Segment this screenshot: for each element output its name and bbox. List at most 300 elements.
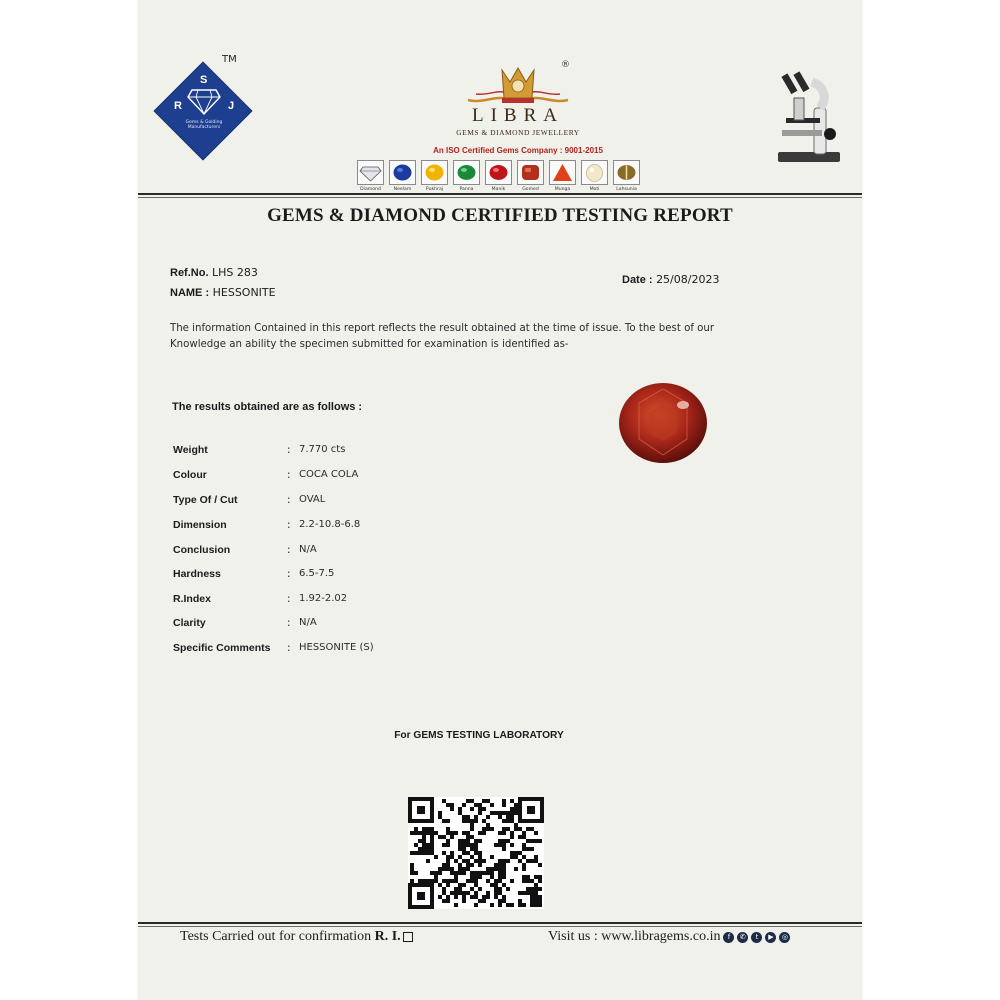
qr-module — [430, 847, 434, 851]
qr-module — [462, 895, 466, 899]
qr-module — [502, 875, 506, 879]
qr-module — [510, 807, 514, 811]
qr-module — [474, 819, 478, 823]
qr-module — [502, 847, 506, 851]
qr-module — [478, 859, 482, 863]
name-value: HESSONITE — [212, 286, 276, 299]
qr-module — [534, 855, 538, 859]
iso-certification: An ISO Certified Gems Company : 9001-2015 — [433, 146, 603, 155]
qr-module — [454, 831, 458, 835]
qr-module — [514, 851, 518, 855]
qr-module — [502, 895, 506, 899]
qr-module — [486, 871, 490, 875]
qr-module — [494, 843, 498, 847]
qr-module — [426, 831, 430, 835]
qr-module — [462, 815, 466, 819]
qr-module — [462, 847, 466, 851]
qr-module — [506, 815, 510, 819]
qr-module — [474, 875, 478, 879]
qr-module — [466, 851, 470, 855]
srj-tagline: Gems & Golding Manufacturers — [185, 120, 223, 130]
qr-module — [418, 831, 422, 835]
result-row-rindex: R.Index : 1.92-2.02 — [173, 593, 348, 605]
qr-module — [490, 867, 494, 871]
qr-module — [446, 831, 450, 835]
qr-module — [466, 891, 470, 895]
qr-module — [494, 883, 498, 887]
footer-divider — [138, 922, 862, 924]
qr-module — [514, 867, 518, 871]
qr-module — [526, 859, 530, 863]
qr-module — [414, 851, 418, 855]
qr-module — [514, 811, 518, 815]
yellow-sapphire-icon — [422, 161, 447, 184]
qr-module — [482, 859, 486, 863]
qr-module — [434, 855, 438, 859]
qr-module — [534, 895, 538, 899]
qr-module — [474, 859, 478, 863]
coral-icon — [550, 161, 575, 184]
qr-module — [490, 827, 494, 831]
qr-module — [522, 879, 526, 883]
qr-module — [498, 859, 502, 863]
qr-module — [526, 891, 530, 895]
qr-module — [466, 879, 470, 883]
qr-module — [490, 883, 494, 887]
qr-module — [486, 879, 490, 883]
name-label: NAME : — [170, 287, 210, 299]
qr-module — [442, 879, 446, 883]
qr-module — [498, 811, 502, 815]
qr-module — [530, 839, 534, 843]
srj-letter-s: S — [200, 74, 208, 86]
qr-module — [534, 839, 538, 843]
qr-module — [478, 899, 482, 903]
qr-module — [470, 843, 474, 847]
qr-module — [410, 879, 414, 883]
qr-module — [482, 819, 486, 823]
qr-module — [462, 839, 466, 843]
qr-module — [494, 811, 498, 815]
qr-module — [498, 903, 502, 907]
reference-number — [170, 266, 258, 279]
blue-sapphire-icon — [390, 161, 415, 184]
qr-module — [438, 871, 442, 875]
qr-module — [518, 903, 522, 907]
qr-module — [510, 903, 514, 907]
gem-item-manik: Manik — [485, 160, 512, 192]
qr-module — [478, 831, 482, 835]
qr-module — [426, 879, 430, 883]
qr-module — [502, 867, 506, 871]
qr-module — [514, 855, 518, 859]
report-title: GEMS & DIAMOND CERTIFIED TESTING REPORT — [267, 205, 733, 226]
qr-module — [538, 887, 542, 891]
qr-module — [466, 839, 470, 843]
qr-module — [502, 883, 506, 887]
twitter-icon[interactable]: t — [751, 932, 762, 943]
qr-module — [494, 895, 498, 899]
qr-module — [498, 891, 502, 895]
qr-module — [414, 831, 418, 835]
qr-module — [510, 851, 514, 855]
intro-paragraph: The information Contained in this report reflects the result obtained at the time of issue. To the best of our Knowledge an ability the specimen submitted for examination is identified as- — [170, 323, 715, 350]
qr-module — [514, 807, 518, 811]
qr-module — [426, 851, 430, 855]
gem-icon-row — [357, 160, 640, 192]
qr-module — [446, 895, 450, 899]
qr-module — [446, 863, 450, 867]
registered-mark: ® — [561, 60, 570, 70]
qr-module — [414, 843, 418, 847]
qr-module — [506, 903, 510, 907]
emerald-icon — [454, 161, 479, 184]
qr-module — [454, 887, 458, 891]
qr-module — [482, 799, 486, 803]
qr-module — [522, 863, 526, 867]
whatsapp-icon[interactable]: ✆ — [737, 932, 748, 943]
result-row-colour: Colour : COCA COLA — [173, 469, 359, 481]
qr-module — [522, 835, 526, 839]
qr-module — [518, 859, 522, 863]
qr-module — [462, 899, 466, 903]
qr-module — [534, 831, 538, 835]
qr-module — [502, 843, 506, 847]
qr-module — [474, 803, 478, 807]
qr-module — [474, 871, 478, 875]
header-divider-thin — [138, 197, 862, 198]
qr-module — [422, 847, 426, 851]
qr-module — [478, 887, 482, 891]
qr-module — [490, 855, 494, 859]
qr-module — [526, 847, 530, 851]
qr-module — [474, 847, 478, 851]
checkbox-icon — [403, 932, 413, 942]
result-row-comments: Specific Comments : HESSONITE (S) — [173, 642, 374, 654]
qr-module — [450, 803, 454, 807]
qr-module — [498, 843, 502, 847]
qr-module — [442, 835, 446, 839]
qr-module — [470, 875, 474, 879]
qr-module — [454, 891, 458, 895]
qr-module — [454, 879, 458, 883]
qr-module — [498, 815, 502, 819]
qr-module — [466, 799, 470, 803]
qr-module — [442, 867, 446, 871]
srj-logo — [150, 54, 258, 166]
qr-module — [418, 847, 422, 851]
qr-module — [490, 803, 494, 807]
qr-module — [454, 859, 458, 863]
qr-module — [534, 903, 538, 907]
qr-module — [414, 827, 418, 831]
diamond-icon — [186, 86, 222, 116]
qr-module — [498, 867, 502, 871]
qr-module — [422, 827, 426, 831]
qr-module — [530, 887, 534, 891]
qr-module — [486, 823, 490, 827]
qr-module — [434, 875, 438, 879]
qr-module — [418, 851, 422, 855]
qr-module — [462, 859, 466, 863]
qr-module — [442, 819, 446, 823]
qr-module — [502, 863, 506, 867]
qr-module — [446, 867, 450, 871]
certificate-sheet — [138, 0, 862, 1000]
qr-module — [442, 843, 446, 847]
qr-module — [450, 867, 454, 871]
qr-module — [530, 827, 534, 831]
qr-module — [438, 811, 442, 815]
qr-module — [510, 843, 514, 847]
qr-module — [522, 831, 526, 835]
qr-module — [450, 871, 454, 875]
qr-module — [446, 803, 450, 807]
qr-module — [494, 867, 498, 871]
qr-module — [510, 799, 514, 803]
qr-module — [458, 871, 462, 875]
qr-module — [450, 879, 454, 883]
qr-module — [458, 863, 462, 867]
qr-module — [482, 831, 486, 835]
qr-module — [538, 903, 542, 907]
qr-module — [514, 803, 518, 807]
qr-module — [502, 831, 506, 835]
qr-module — [486, 827, 490, 831]
qr-module — [494, 891, 498, 895]
qr-module — [518, 891, 522, 895]
qr-module — [458, 847, 462, 851]
qr-module — [454, 903, 458, 907]
qr-module — [506, 819, 510, 823]
footer-website — [548, 929, 790, 945]
instagram-icon[interactable]: ◎ — [779, 932, 790, 943]
qr-module — [446, 855, 450, 859]
header-divider — [138, 193, 862, 195]
qr-module — [530, 891, 534, 895]
qr-module — [530, 847, 534, 851]
hessonite-icon — [518, 161, 543, 184]
report-date — [622, 273, 719, 286]
qr-module — [470, 823, 474, 827]
qr-module — [482, 895, 486, 899]
qr-module — [458, 807, 462, 811]
qr-module — [426, 847, 430, 851]
gemstone-photo — [617, 379, 709, 465]
qr-module — [470, 799, 474, 803]
qr-module — [470, 895, 474, 899]
result-row-hardness: Hardness : 6.5-7.5 — [173, 568, 335, 580]
qr-module — [454, 871, 458, 875]
qr-module — [502, 859, 506, 863]
qr-module — [526, 879, 530, 883]
qr-module — [466, 819, 470, 823]
qr-module — [462, 867, 466, 871]
qr-module — [450, 855, 454, 859]
qr-module — [506, 839, 510, 843]
qr-module — [430, 843, 434, 847]
qr-module — [498, 875, 502, 879]
qr-module — [430, 879, 434, 883]
qr-module — [450, 831, 454, 835]
qr-module — [446, 827, 450, 831]
qr-module — [446, 819, 450, 823]
qr-module — [470, 871, 474, 875]
qr-module — [526, 875, 530, 879]
results-heading: The results obtained are as follows : — [172, 401, 363, 413]
footer-divider-thin — [138, 926, 862, 927]
qr-module — [442, 887, 446, 891]
qr-module — [474, 851, 478, 855]
qr-module — [422, 835, 426, 839]
qr-module — [514, 823, 518, 827]
qr-module — [430, 827, 434, 831]
lab-signature: For GEMS TESTING LABORATORY — [394, 730, 564, 741]
qr-module — [490, 903, 494, 907]
crown-crest-icon — [458, 60, 578, 108]
result-row-weight: Weight : 7.770 cts — [173, 444, 346, 456]
qr-module — [434, 871, 438, 875]
result-row-conclusion: Conclusion : N/A — [173, 544, 317, 556]
date-label: Date : — [622, 274, 653, 286]
qr-module — [490, 811, 494, 815]
qr-module — [450, 835, 454, 839]
qr-module — [466, 859, 470, 863]
qr-module — [530, 899, 534, 903]
qr-module — [506, 859, 510, 863]
gem-item-gomed: Gomed — [517, 160, 544, 192]
website-text[interactable]: Visit us : www.libragems.co.in — [548, 929, 721, 944]
qr-module — [534, 899, 538, 903]
qr-module — [534, 859, 538, 863]
qr-module — [422, 843, 426, 847]
qr-module — [466, 867, 470, 871]
qr-module — [442, 863, 446, 867]
qr-module — [502, 827, 506, 831]
qr-module — [498, 863, 502, 867]
qr-module — [482, 899, 486, 903]
qr-module — [438, 895, 442, 899]
qr-module — [474, 895, 478, 899]
qr-module — [422, 839, 426, 843]
qr-module — [498, 879, 502, 883]
youtube-icon[interactable]: ▶ — [765, 932, 776, 943]
qr-module — [534, 883, 538, 887]
qr-module — [422, 831, 426, 835]
qr-module — [522, 843, 526, 847]
qr-module — [482, 807, 486, 811]
qr-module — [502, 819, 506, 823]
qr-module — [422, 851, 426, 855]
qr-module — [410, 831, 414, 835]
qr-module — [454, 875, 458, 879]
qr-module — [474, 815, 478, 819]
qr-module — [530, 859, 534, 863]
qr-module — [518, 899, 522, 903]
qr-module — [446, 859, 450, 863]
qr-module — [478, 839, 482, 843]
qr-module — [450, 807, 454, 811]
qr-module — [470, 863, 474, 867]
qr-module — [446, 883, 450, 887]
qr-module — [538, 879, 542, 883]
qr-module — [446, 899, 450, 903]
qr-module — [522, 903, 526, 907]
qr-module — [538, 899, 542, 903]
qr-module — [478, 871, 482, 875]
qr-module — [518, 835, 522, 839]
qr-module — [462, 803, 466, 807]
qr-module — [522, 847, 526, 851]
qr-module — [438, 883, 442, 887]
diamond-gem-icon — [358, 161, 383, 184]
facebook-icon[interactable]: f — [723, 932, 734, 943]
qr-module — [442, 891, 446, 895]
pearl-icon — [582, 161, 607, 184]
qr-module — [470, 879, 474, 883]
qr-module — [430, 839, 434, 843]
qr-module — [498, 887, 502, 891]
qr-module — [498, 899, 502, 903]
qr-module — [434, 831, 438, 835]
gem-item-munga: Munga — [549, 160, 576, 192]
srj-letter-r: R — [174, 100, 182, 112]
qr-module — [522, 875, 526, 879]
qr-module — [410, 851, 414, 855]
qr-module — [494, 879, 498, 883]
qr-module — [478, 803, 482, 807]
qr-code[interactable] — [408, 797, 544, 909]
gem-item-pukhraj: Pukhraj — [421, 160, 448, 192]
qr-module — [502, 799, 506, 803]
libra-crest — [458, 60, 578, 108]
qr-module — [478, 811, 482, 815]
qr-module — [526, 887, 530, 891]
qr-module — [474, 879, 478, 883]
qr-module — [502, 803, 506, 807]
cats-eye-icon — [614, 161, 639, 184]
qr-module — [418, 839, 422, 843]
qr-module — [442, 851, 446, 855]
qr-module — [482, 827, 486, 831]
qr-module — [510, 879, 514, 883]
qr-module — [438, 867, 442, 871]
qr-module — [466, 843, 470, 847]
qr-module — [522, 891, 526, 895]
qr-module — [438, 815, 442, 819]
qr-module — [450, 851, 454, 855]
qr-module — [462, 843, 466, 847]
qr-module — [466, 815, 470, 819]
ref-value: LHS 283 — [212, 266, 258, 279]
qr-module — [430, 835, 434, 839]
qr-module — [458, 839, 462, 843]
qr-module — [478, 851, 482, 855]
qr-module — [502, 839, 506, 843]
ref-label: Ref.No. — [170, 267, 209, 279]
qr-module — [486, 799, 490, 803]
gem-item-panna: Panna — [453, 160, 480, 192]
qr-module — [426, 859, 430, 863]
qr-module — [458, 811, 462, 815]
result-row-cut: Type Of / Cut : OVAL — [173, 494, 326, 506]
qr-module — [486, 815, 490, 819]
result-row-clarity: Clarity : N/A — [173, 617, 317, 629]
libra-logo — [408, 60, 628, 155]
qr-module — [462, 891, 466, 895]
ruby-icon — [486, 161, 511, 184]
qr-module — [530, 879, 534, 883]
